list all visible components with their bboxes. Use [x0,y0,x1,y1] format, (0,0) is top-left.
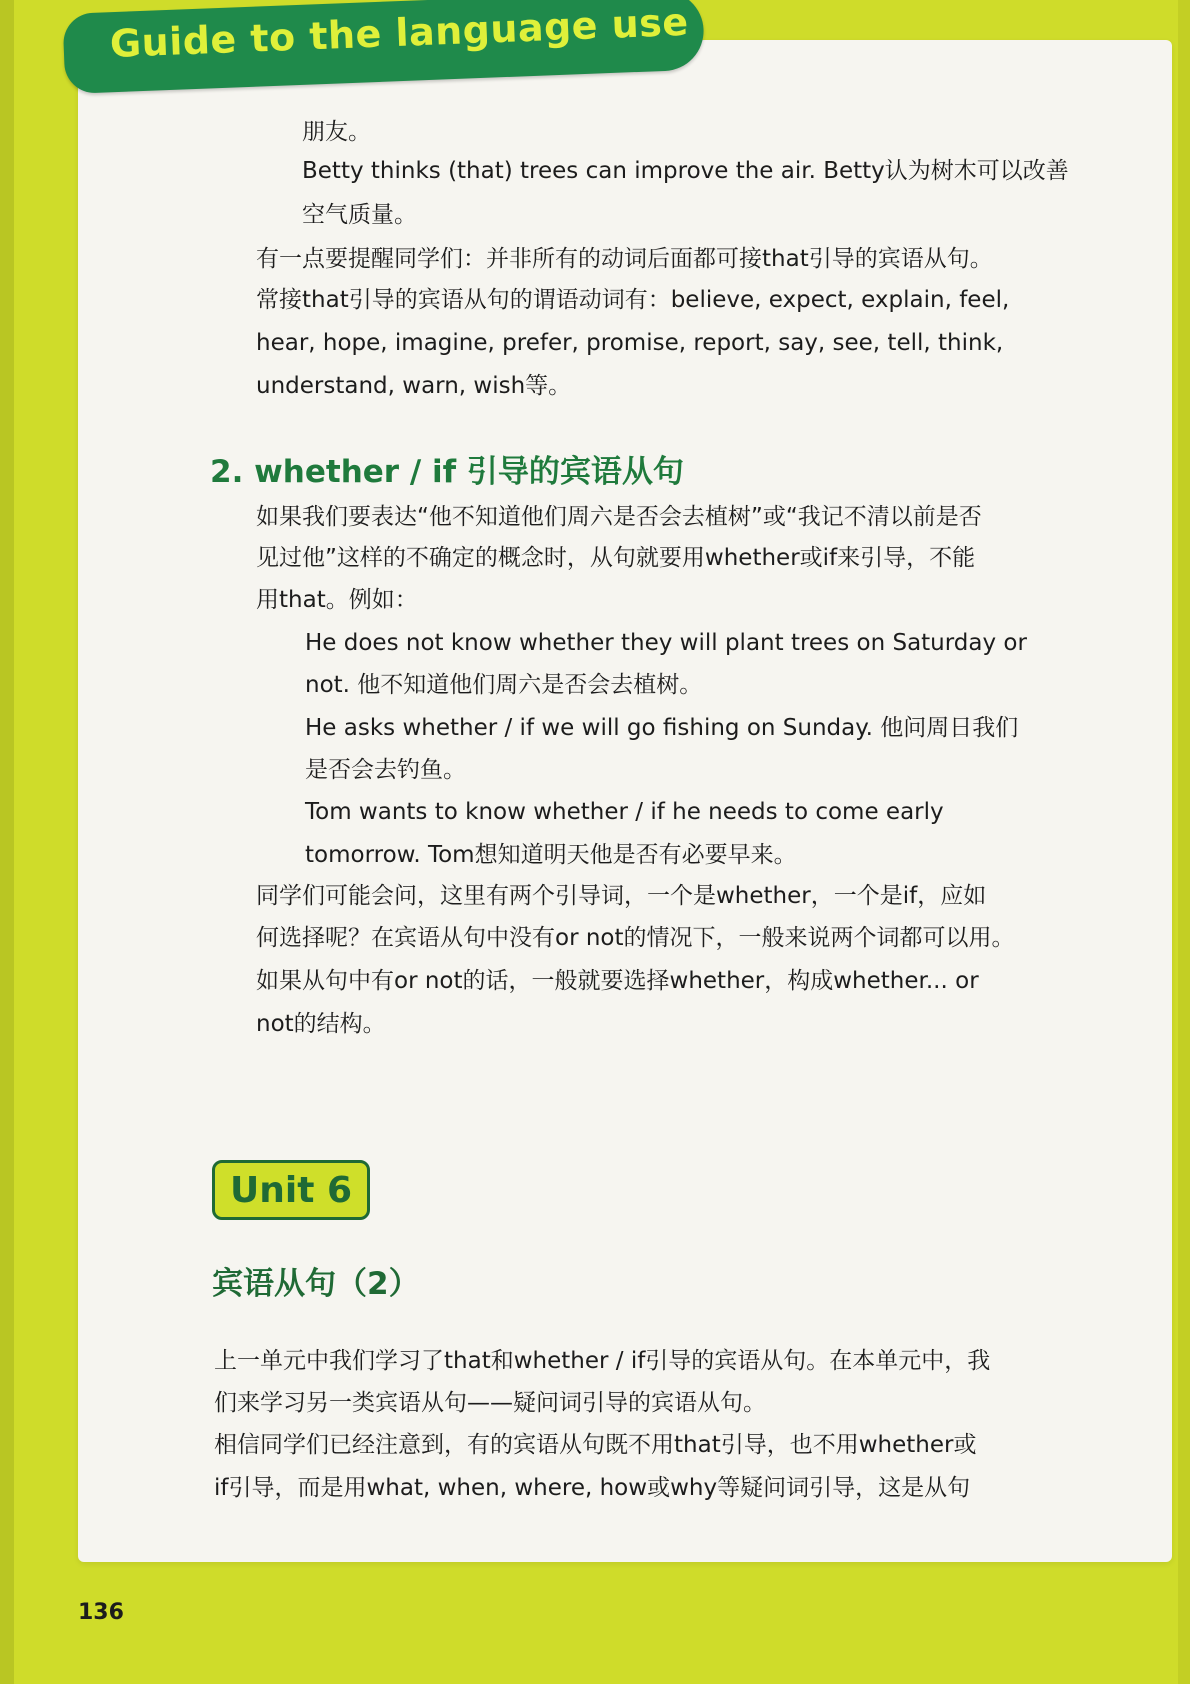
text-line: 有一点要提醒同学们：并非所有的动词后面都可接that引导的宾语从句。 [256,246,993,272]
example-line: tomorrow. Tom想知道明天他是否有必要早来。 [305,842,797,868]
text-line: 何选择呢？在宾语从句中没有or not的情况下，一般来说两个词都可以用。 [256,925,1015,951]
text-line: 空气质量。 [302,202,417,228]
text-line: 朋友。 [302,119,371,145]
text-line: 如果从句中有or not的话，一般就要选择whether，构成whether... or [256,968,979,994]
text-line: 上一单元中我们学习了that和whether / if引导的宾语从句。在本单元中，我 [214,1348,991,1374]
unit-subheading: 宾语从句（2） [212,1266,420,1302]
text-line: 同学们可能会问，这里有两个引导词，一个是whether，一个是if，应如 [256,883,987,909]
text-line: not的结构。 [256,1011,386,1037]
text-line: 们来学习另一类宾语从句——疑问词引导的宾语从句。 [214,1390,766,1416]
section-heading: 2. whether / if 引导的宾语从句 [210,454,684,490]
example-line: Tom wants to know whether / if he needs to come early [305,799,944,825]
example-line: 是否会去钓鱼。 [305,757,466,783]
text-line: understand, warn, wish等。 [256,373,572,399]
example-line: not. 他不知道他们周六是否会去植树。 [305,672,703,698]
text-line: 相信同学们已经注意到，有的宾语从句既不用that引导，也不用whether或 [214,1432,977,1458]
banner-title: Guide to the language use [109,0,690,66]
page-backdrop-right [1178,0,1190,1684]
text-line: 用that。例如： [256,587,418,613]
unit-badge: Unit 6 [212,1160,370,1220]
example-line: He does not know whether they will plant trees on Saturday or [305,630,1027,656]
text-line: 常接that引导的宾语从句的谓语动词有：believe, expect, explain, feel, [256,287,1010,313]
text-line: Betty thinks (that) trees can improve the air. Betty认为树木可以改善 [302,158,1069,184]
text-line: hear, hope, imagine, prefer, promise, report, say, see, tell, think, [256,330,1004,356]
text-line: if引导，而是用what, when, where, how或why等疑问词引导，这是从句 [214,1475,971,1501]
example-line: He asks whether / if we will go fishing on Sunday. 他问周日我们 [305,715,1019,741]
text-line: 如果我们要表达“他不知道他们周六是否会去植树”或“我记不清以前是否 [256,504,982,530]
page-backdrop-left [0,0,14,1684]
page-number: 136 [78,1600,124,1625]
text-line: 见过他”这样的不确定的概念时，从句就要用whether或if来引导，不能 [256,545,976,571]
